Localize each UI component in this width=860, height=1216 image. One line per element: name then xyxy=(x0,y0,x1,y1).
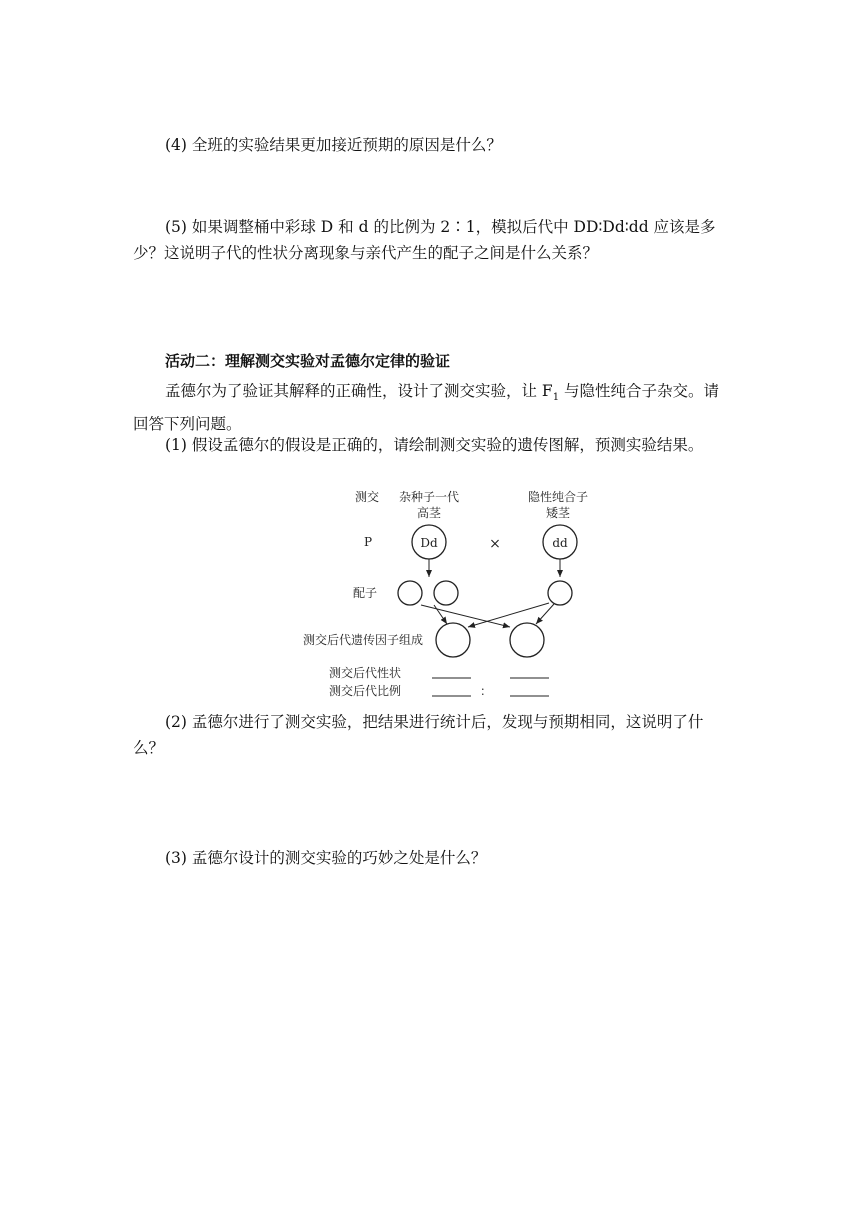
activity-2-intro xyxy=(133,378,733,437)
label-offspring-genes: 测交后代遗传因子组成 xyxy=(303,633,424,647)
intro-part-a: 孟德尔为了验证其解释的正确性，设计了测交实验，让 F xyxy=(165,382,553,400)
parent2-line1: 隐性纯合子 xyxy=(527,490,589,504)
gamete-circle-3 xyxy=(548,581,572,605)
parent1-line2: 高茎 xyxy=(416,506,442,520)
label-p: P xyxy=(364,535,373,549)
f1-subscript: 1 xyxy=(552,392,560,404)
cross-symbol: × xyxy=(489,536,501,552)
activity-2-question-2: (2) 孟德尔进行了测交实验，把结果进行统计后，发现与预期相同，这说明了什么？ xyxy=(133,713,704,757)
label-testcross: 测交 xyxy=(355,490,380,504)
gamete-circle-2 xyxy=(434,581,458,605)
offspring-circle-2 xyxy=(510,623,544,657)
activity-2-question-3: (3) 孟德尔设计的测交实验的巧妙之处是什么？ xyxy=(165,849,487,867)
question-4: (4) 全班的实验结果更加接近预期的原因是什么？ xyxy=(165,136,502,154)
ratio-colon: ： xyxy=(479,684,493,698)
parent2-line2: 矮茎 xyxy=(545,506,571,520)
parent1-line1: 杂种子一代 xyxy=(398,490,460,504)
arrow-gamete3-offspring1 xyxy=(468,603,549,627)
activity-2-question-1: (1) 假设孟德尔的假设是正确的，请绘制测交实验的遗传图解，预测实验结果。 xyxy=(165,436,704,454)
label-gamete: 配子 xyxy=(353,586,378,600)
parent2-circle xyxy=(543,525,577,559)
gamete-circle-1 xyxy=(398,581,422,605)
arrow-gamete2-offspring1 xyxy=(434,605,447,624)
offspring-circle-1 xyxy=(436,623,470,657)
parent1-circle xyxy=(412,525,446,559)
genotype-dd-lower: dd xyxy=(552,536,568,550)
label-offspring-ratio: 测交后代比例 xyxy=(329,684,402,698)
arrow-gamete3-offspring2 xyxy=(536,604,554,624)
genotype-dd-upper: Dd xyxy=(420,536,438,550)
arrow-gamete1-offspring2 xyxy=(421,605,510,627)
question-5: (5) 如果调整桶中彩球 D 和 d 的比例为 2∶1，模拟后代中 DD∶Dd∶dd 应该是多少？这说明子代的性状分离现象与亲代产生的配子之间是什么关系？ xyxy=(133,218,716,262)
activity-2-title: 活动二：理解测交实验对孟德尔定律的验证 xyxy=(165,352,451,370)
label-offspring-traits: 测交后代性状 xyxy=(329,666,402,680)
intro-part-b: 与隐性纯合子杂交。请回答下列问题。 xyxy=(133,382,719,434)
